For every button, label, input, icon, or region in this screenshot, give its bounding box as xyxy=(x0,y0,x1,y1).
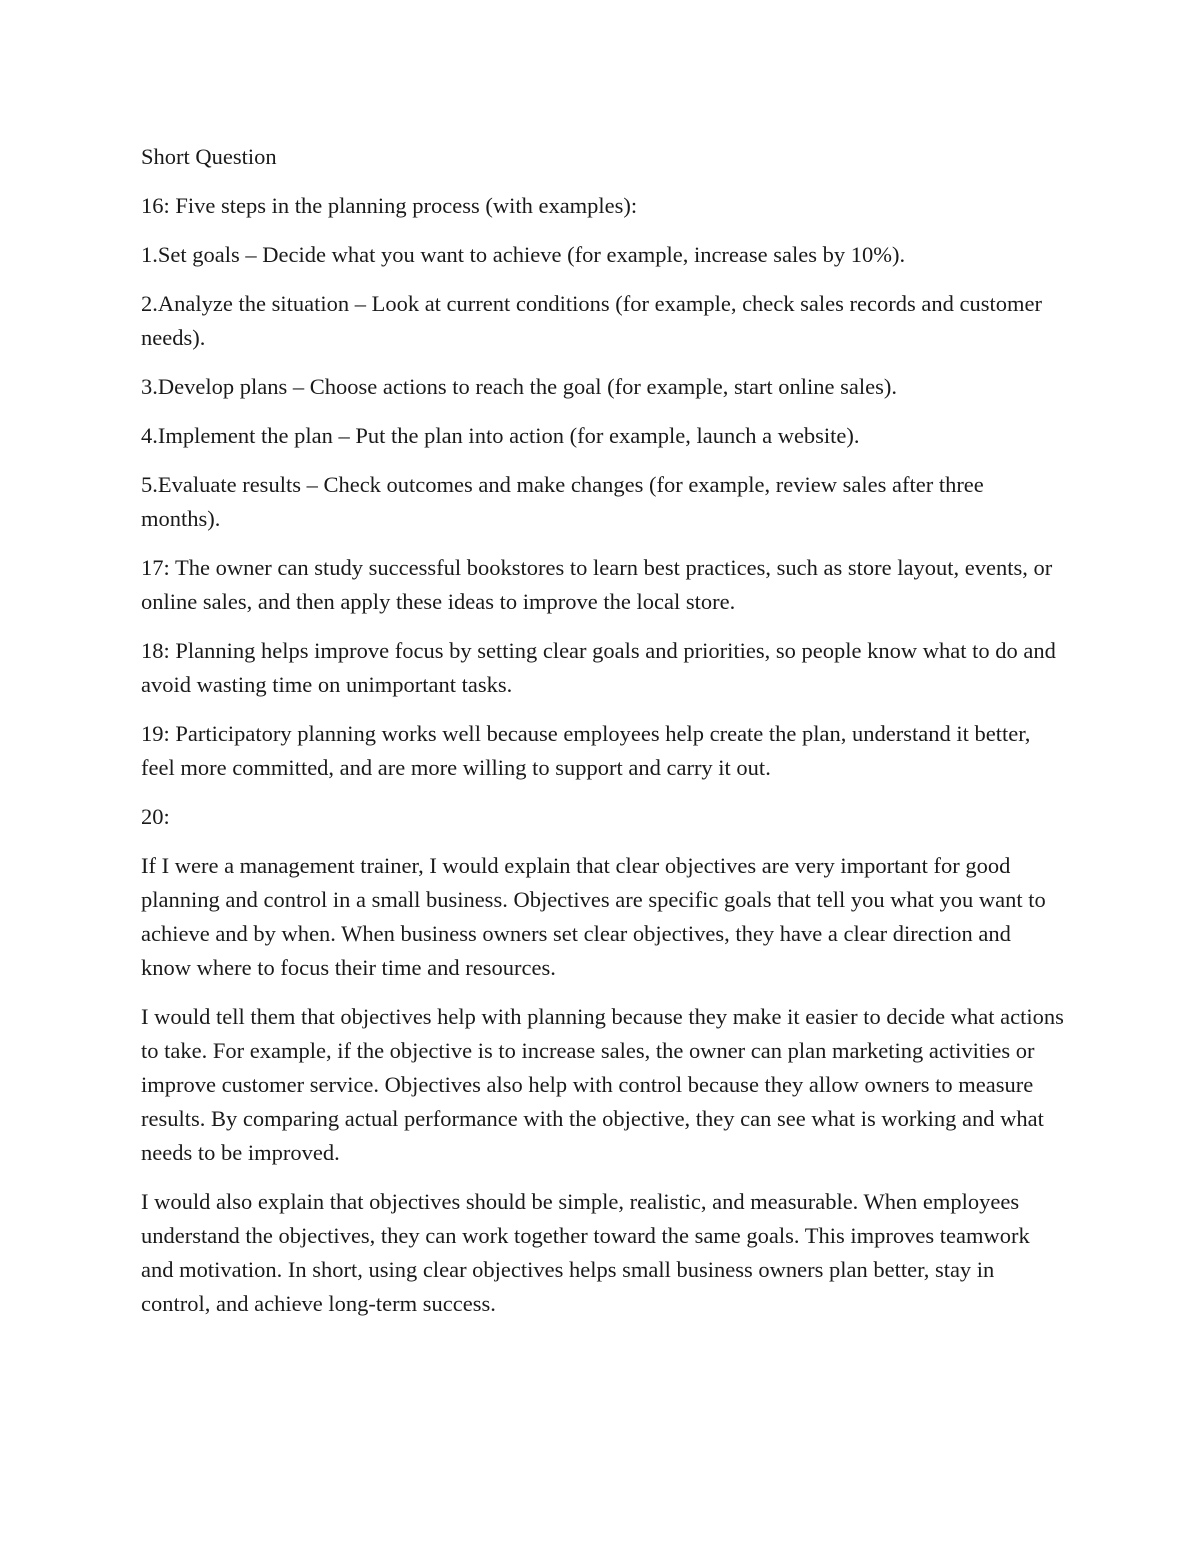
question-19-answer: 19: Participatory planning works well because employees help create the plan, understand it better, feel more committed, and are more willing to support and carry it out. xyxy=(141,721,1031,780)
step-3: 3.Develop plans – Choose actions to reach the goal (for example, start online sales). xyxy=(141,374,898,399)
question-18-answer: 18: Planning helps improve focus by setting clear goals and priorities, so people know what to do and avoid wasting time on unimportant tasks. xyxy=(141,638,1056,697)
question-20-paragraph: I would also explain that objectives should be simple, realistic, and measurable. When employees understand the objectives, they can work together toward the same goals. This improves teamwork and motivation. In short, using clear objectives helps small business owners plan better, stay in control, and achieve long-term success. xyxy=(141,1189,1030,1316)
question-20-label: 20: xyxy=(141,804,170,829)
step-1: 1.Set goals – Decide what you want to achieve (for example, increase sales by 10%). xyxy=(141,242,906,267)
question-16-intro: 16: Five steps in the planning process (with examples): xyxy=(141,193,638,218)
step-4: 4.Implement the plan – Put the plan into action (for example, launch a website). xyxy=(141,423,860,448)
question-20-paragraph: If I were a management trainer, I would explain that clear objectives are very important for good planning and control in a small business. Objectives are specific goals that tell you what you want to achieve and by when. When business owners set clear objectives, they have a clear direction and know where to focus their time and resources. xyxy=(141,853,1046,980)
question-17-answer: 17: The owner can study successful bookstores to learn best practices, such as store layout, events, or online sales, and then apply these ideas to improve the local store. xyxy=(141,555,1053,614)
document-body xyxy=(141,140,1066,1336)
question-20-paragraph: I would tell them that objectives help with planning because they make it easier to decide what actions to take. For example, if the objective is to increase sales, the owner can plan marketing activities or improve customer service. Objectives also help with control because they allow owners to measure results. By comparing actual performance with the objective, they can see what is working and what needs to be improved. xyxy=(141,1004,1064,1165)
document-heading: Short Question xyxy=(141,144,277,169)
step-5: 5.Evaluate results – Check outcomes and make changes (for example, review sales after three months). xyxy=(141,472,984,531)
step-2: 2.Analyze the situation – Look at current conditions (for example, check sales records and customer needs). xyxy=(141,291,1042,350)
